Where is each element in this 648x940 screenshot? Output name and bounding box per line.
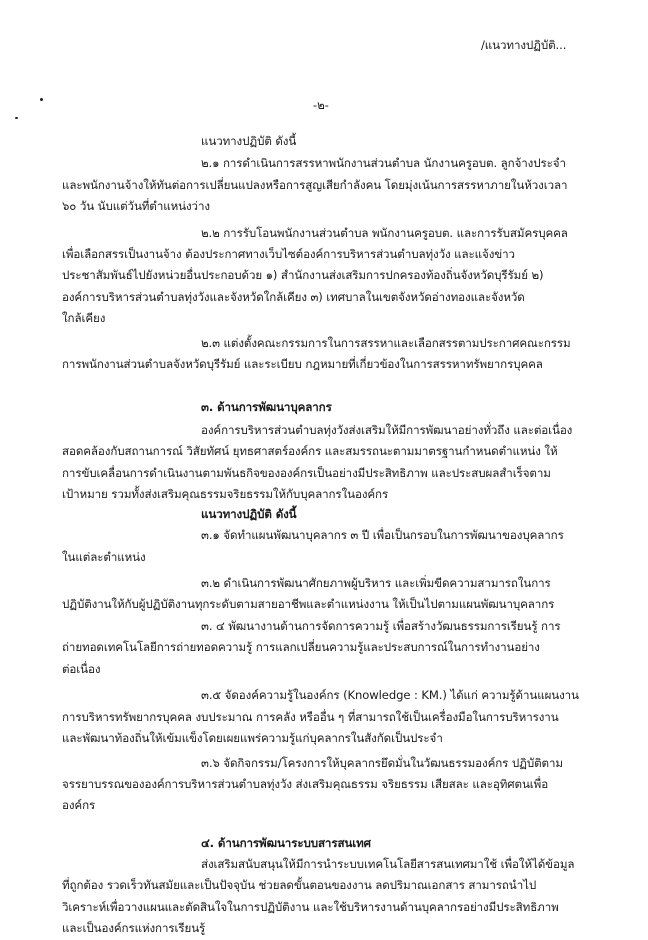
paragraph-line: องค์การบริหารส่วนตำบลทุ่งวังและจังหวัดใกล้เคียง ๓) เทศบาลในเขตจังหวัดอ่างทองและจังหวัด [62, 289, 525, 304]
paragraph-line: ๓.๖ จัดกิจกรรม/โครงการให้บุคลากรยึดมั่นในวัฒนธรรมองค์กร ปฏิบัติตาม [201, 755, 563, 770]
paragraph-line: องค์กร [62, 798, 96, 813]
paragraph-line: ต่อเนื่อง [62, 661, 101, 676]
paragraph-line: ถ่ายทอดเทคโนโลยีการถ่ายทอดความรู้ การแลกเปลี่ยนความรู้และประสบการณ์ในการทำงานอย่าง [62, 640, 540, 655]
paragraph-line: ๒.๒ การรับโอนพนักงานส่วนตำบล พนักงานครูอบต. และการรับสมัครบุคคล [201, 225, 568, 240]
paragraph-line: ๒.๓ แต่งตั้งคณะกรรมการในการสรรหาและเลือกสรรตามประกาศคณะกรรม [201, 335, 571, 350]
paragraph-line: ๖๐ วัน นับแต่วันที่ตำแหน่งว่าง [62, 199, 210, 214]
paragraph-line: และเป็นองค์กรแห่งการเรียนรู้ [62, 921, 206, 936]
paragraph-line: ๓.๑ จัดทำแผนพัฒนาบุคลากร ๓ ปี เพื่อเป็นกรอบในการพัฒนาของบุคลากร [201, 528, 564, 542]
paragraph-line: สอดคล้องกับสถานการณ์ วิสัยทัศน์ ยุทธศาสตร์องค์กร และสมรรถนะตามมาตรฐานกำหนดตำแหน่ง ให้ [62, 444, 558, 459]
paragraph-line: ๓.๒ ดำเนินการพัฒนาศักยภาพผู้บริหาร และเพิ่มขีดความสามารถในการ [201, 575, 551, 590]
paragraph-line: เพื่อเลือกสรรเป็นงานจ้าง ต้องประกาศทางเว็บไซต์องค์การบริหารส่วนตำบลทุ่งวัง และแจ้งข่าว [62, 247, 515, 261]
guideline-heading: แนวทางปฏิบัติ ดังนี้ [201, 506, 297, 521]
paragraph-line: จรรยาบรรณขององค์การบริหารส่วนตำบลทุ่งวัง ส่งเสริมคุณธรรม จริยธรรม เสียสละ และอุทิศตนเพื่อ [62, 776, 549, 791]
paragraph-line: วิเคราะห์เพื่อวางแผนและตัดสินใจในการปฏิบัติงาน และใช้บริหารงานด้านบุคลากรอย่างมีประสิทธิภาพ [62, 899, 559, 914]
paragraph-line: ใกล้เคียง [62, 311, 106, 326]
paragraph-line: ในแต่ละตำแหน่ง [62, 549, 146, 564]
section-title: ๓. ด้านการพัฒนาบุคลากร [201, 400, 332, 415]
paragraph-line: และพนักงานจ้างให้ทันต่อการเปลี่ยนแปลงหรือการสูญเสียกำลังคน โดยมุ่งเน้นการสรรหาภายในห้วงเวลา [62, 177, 568, 192]
paragraph-line: และพัฒนาท้องถิ่นให้เข้มแข็งโดยเผยแพร่ความรู้แก่บุคลากรในสังกัดเป็นประจำ [62, 731, 443, 746]
paragraph-line: เป้าหมาย รวมทั้งส่งเสริมคุณธรรมจริยธรรมให้กับบุคลากรในองค์กร [62, 487, 389, 502]
paragraph-line: ๓.๕ จัดองค์ความรู้ในองค์กร (Knowledge : KM.) ได้แก่ ความรู้ด้านแผนงาน [201, 688, 579, 703]
paragraph-line: ประชาสัมพันธ์ไปยังหน่วยอื่นประกอบด้วย ๑) สำนักงานส่งเสริมการปกครองท้องถิ่นจังหวัดบุรีรัมย์ ๒) [62, 268, 544, 283]
paragraph-line: องค์การบริหารส่วนตำบลทุ่งวังส่งเสริมให้มีการพัฒนาอย่างทั่วถึง และต่อเนื่อง [201, 422, 573, 437]
scan-speck [40, 98, 43, 101]
scan-speck [15, 117, 18, 119]
paragraph-line: ๒.๑ การดำเนินการสรรหาพนักงานส่วนตำบล นักงานครูอบต. ลูกจ้างประจำ [201, 156, 566, 171]
guideline-heading: แนวทางปฏิบัติ ดังนี้ [201, 133, 297, 148]
paragraph-line: ๓. ๔ พัฒนางานด้านการจัดการความรู้ เพื่อสร้างวัฒนธรรมการเรียนรู้ การ [201, 618, 561, 633]
continuation-note: /แนวทางปฏิบัติ... [481, 38, 567, 53]
section-title: ๔. ด้านการพัฒนาระบบสารสนเทศ [201, 835, 371, 850]
paragraph-line: ที่ถูกต้อง รวดเร็วทันสมัยและเป็นปัจจุบัน ช่วยลดขั้นตอนของงาน ลดปริมาณเอกสาร สามารถนำไป [62, 878, 537, 893]
paragraph-line: ส่งเสริมสนับสนุนให้มีการนำระบบเทคโนโลยีสารสนเทศมาใช้ เพื่อให้ได้ข้อมูล [201, 857, 575, 871]
page-number: -๒- [313, 97, 329, 112]
paragraph-line: การขับเคลื่อนการดำเนินงานตามพันธกิจขององค์กรเป็นอย่างมีประสิทธิภาพ และประสบผลสำเร็จตาม [62, 465, 551, 480]
paragraph-line: การบริหารทรัพยากรบุคคล งบประมาณ การคลัง หรืออื่น ๆ ที่สามารถใช้เป็นเครื่องมือในการบริหารงาน [62, 709, 559, 724]
paragraph-line: ปฏิบัติงานให้กับผู้ปฏิบัติงานทุกระดับตามสายอาชีพและตำแหน่งงาน ให้เป็นไปตามแผนพัฒนาบุคลากร [62, 597, 555, 612]
paragraph-line: การพนักงานส่วนตำบลจังหวัดบุรีรัมย์ และระเบียบ กฎหมายที่เกี่ยวข้องในการสรรหาทรัพยากรบุคคล [62, 357, 543, 372]
